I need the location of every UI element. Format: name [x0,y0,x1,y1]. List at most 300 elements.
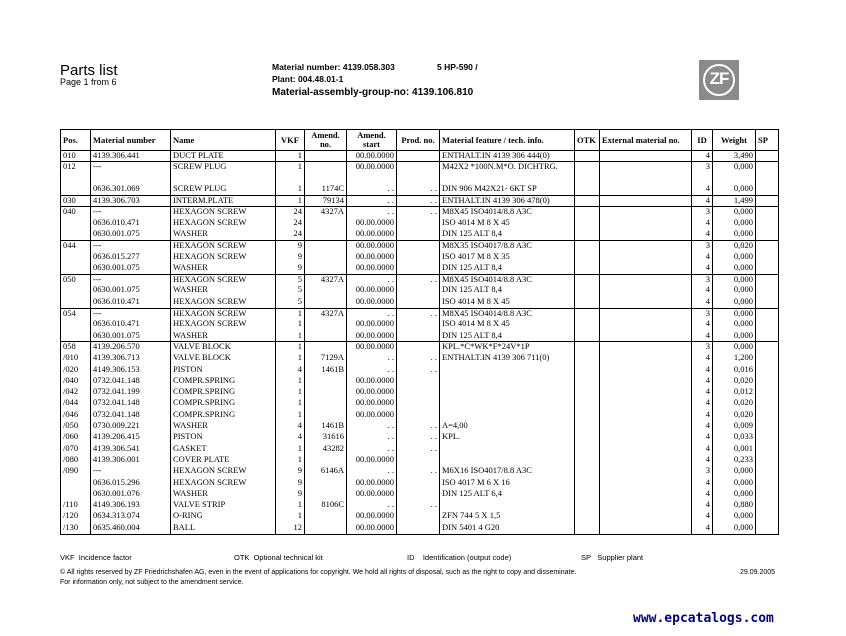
material-number-cell: 4139.206.570 [91,342,171,353]
amend-no-cell: 79134 [305,195,347,206]
vkf-cell: 9 [276,466,305,477]
pos-cell [61,319,91,330]
amend-start-cell: 00.00.0000 [347,229,397,240]
amend-no-cell [305,455,347,466]
table-row [61,444,779,455]
amend-start-cell: 00.00.0000 [347,319,397,330]
feature-cell [440,398,575,409]
pos-cell: /120 [61,511,91,522]
pos-cell [61,297,91,308]
legend-code: VKF [60,553,75,562]
amend-no-cell [305,162,347,184]
feature-cell [440,455,575,466]
name-cell: COMPR.SPRING [171,387,276,398]
feature-cell: A=4,00 [440,421,575,432]
amend-start-cell: 00.00.0000 [347,455,397,466]
amend-no-cell [305,151,347,162]
table-row [61,466,779,477]
otk-cell [575,410,600,421]
sp-cell [756,206,779,217]
name-cell: HEXAGON SCREW [171,206,276,217]
id-cell: 3 [692,274,713,285]
external-material-cell [600,319,692,330]
external-material-cell [600,432,692,443]
feature-cell: DIN 125 ALT 8,4 [440,229,575,240]
zf-logo [699,60,739,100]
prod-no-cell: . . [397,195,440,206]
otk-cell [575,511,600,522]
vkf-cell: 9 [276,263,305,274]
feature-cell [440,387,575,398]
amend-no-cell: 7129A [305,353,347,364]
otk-cell [575,218,600,229]
material-number-cell: 0732.041.199 [91,387,171,398]
otk-cell [575,297,600,308]
vkf-cell: 1 [276,151,305,162]
weight-cell: 0,020 [713,240,756,251]
material-number-cell: 4139.306.001 [91,455,171,466]
weight-cell: 0,000 [713,489,756,500]
otk-cell [575,319,600,330]
sp-cell [756,229,779,240]
id-cell: 4 [692,151,713,162]
table-row [61,263,779,274]
pos-cell: 012 [61,162,91,184]
table-row [61,353,779,364]
name-cell: GASKET [171,444,276,455]
table-row [61,184,779,195]
material-number-cell: 4139.206.415 [91,432,171,443]
sp-cell [756,478,779,489]
feature-cell: ISO 4014 M 8 X 45 [440,297,575,308]
amend-no-cell [305,387,347,398]
table-row [61,365,779,376]
table-row [61,252,779,263]
name-cell: PISTON [171,432,276,443]
amend-start-cell: 00.00.0000 [347,162,397,184]
table-header-row [61,130,779,151]
pos-cell: /020 [61,365,91,376]
feature-cell [440,410,575,421]
pos-cell [61,478,91,489]
prod-no-cell: . . [397,365,440,376]
pos-cell: 054 [61,308,91,319]
sp-cell [756,308,779,319]
pos-cell: /080 [61,455,91,466]
otk-cell [575,466,600,477]
weight-cell: 0,000 [713,297,756,308]
amend-start-cell: 00.00.0000 [347,376,397,387]
feature-cell: KPL. [440,432,575,443]
external-material-cell [600,240,692,251]
name-cell: COMPR.SPRING [171,376,276,387]
table-row [61,376,779,387]
name-cell: HEXAGON SCREW [171,240,276,251]
otk-cell [575,455,600,466]
material-number-cell: --- [91,466,171,477]
col-header: Pos. [61,130,91,151]
weight-cell: 0,000 [713,184,756,195]
name-cell: INTERM.PLATE [171,195,276,206]
prod-no-cell: . . [397,308,440,319]
sp-cell [756,195,779,206]
amend-no-cell: 1461B [305,365,347,376]
feature-cell: ENTHALT.IN 4139 306 478(0) [440,195,575,206]
vkf-cell: 1 [276,308,305,319]
external-material-cell [600,421,692,432]
id-cell: 4 [692,365,713,376]
amend-no-cell [305,478,347,489]
amend-start-cell: 00.00.0000 [347,387,397,398]
amend-start-cell: . . [347,195,397,206]
material-number-cell: 4139.306.541 [91,444,171,455]
table-row [61,285,779,296]
sp-cell [756,342,779,353]
vkf-cell: 5 [276,285,305,296]
id-cell: 4 [692,319,713,330]
weight-cell: 0,000 [713,274,756,285]
otk-cell [575,444,600,455]
amend-start-cell: 00.00.0000 [347,489,397,500]
weight-cell: 0,000 [713,511,756,522]
pos-cell: 010 [61,151,91,162]
id-cell: 4 [692,410,713,421]
feature-cell [440,376,575,387]
name-cell: WASHER [171,229,276,240]
otk-cell [575,478,600,489]
table-row [61,151,779,162]
amend-no-cell [305,252,347,263]
amend-start-cell: 00.00.0000 [347,523,397,534]
vkf-cell: 1 [276,353,305,364]
external-material-cell [600,252,692,263]
col-header: VKF [276,130,305,151]
prod-no-cell [397,511,440,522]
prod-no-cell [397,455,440,466]
amend-no-cell [305,218,347,229]
pos-cell: /070 [61,444,91,455]
id-cell: 4 [692,523,713,534]
table-row [61,455,779,466]
feature-cell: M8X45 ISO4014/8.8 A3C [440,308,575,319]
sp-cell [756,398,779,409]
table-row [61,308,779,319]
assembly-group-number: Material-assembly-group-no: 4139.106.810 [272,87,474,98]
amend-start-cell: . . [347,500,397,511]
amend-start-cell: 00.00.0000 [347,297,397,308]
sp-cell [756,331,779,342]
prod-no-cell: . . [397,432,440,443]
weight-cell: 0,000 [713,308,756,319]
prod-no-cell [397,285,440,296]
legend-vkf [60,553,132,562]
id-cell: 4 [692,353,713,364]
pos-cell: 058 [61,342,91,353]
material-number-cell: 0636.010.471 [91,297,171,308]
sp-cell [756,319,779,330]
material-number-cell: 0636.010.471 [91,319,171,330]
feature-cell: ENTHALT.IN 4139 306 711(0) [440,353,575,364]
otk-cell [575,240,600,251]
otk-cell [575,195,600,206]
amend-no-cell [305,511,347,522]
material-number-cell: 0630.001.075 [91,229,171,240]
sp-cell [756,455,779,466]
table-row [61,274,779,285]
external-material-cell [600,398,692,409]
material-number-cell: 0732.041.148 [91,398,171,409]
material-number-cell: 0730.009.221 [91,421,171,432]
weight-cell: 0,000 [713,319,756,330]
name-cell: DUCT PLATE [171,151,276,162]
material-number-cell: 4149.306.153 [91,365,171,376]
external-material-cell [600,218,692,229]
otk-cell [575,263,600,274]
sp-cell [756,353,779,364]
name-cell: HEXAGON SCREW [171,478,276,489]
sp-cell [756,466,779,477]
sp-cell [756,285,779,296]
table-row [61,410,779,421]
vkf-cell: 1 [276,455,305,466]
weight-cell: 1,200 [713,353,756,364]
id-cell: 4 [692,252,713,263]
watermark: www.epcatalogs.com [633,611,774,626]
id-cell: 4 [692,421,713,432]
id-cell: 4 [692,455,713,466]
name-cell: WASHER [171,263,276,274]
amend-no-cell [305,523,347,534]
amend-start-cell: 00.00.0000 [347,218,397,229]
table-row [61,387,779,398]
otk-cell [575,342,600,353]
page-title: Parts list [60,62,118,79]
weight-cell: 0,020 [713,398,756,409]
weight-cell: 0,012 [713,387,756,398]
col-header: Material number [91,130,171,151]
info-notice: For information only, not subject to the amendment service. [60,579,244,586]
amend-no-cell [305,410,347,421]
otk-cell [575,151,600,162]
prod-no-cell [397,410,440,421]
table-row [61,331,779,342]
legend-code: ID [407,553,415,562]
material-number-cell: --- [91,240,171,251]
sp-cell [756,511,779,522]
prod-no-cell: . . [397,421,440,432]
otk-cell [575,432,600,443]
weight-cell: 0,000 [713,342,756,353]
table-row [61,523,779,534]
feature-cell [440,444,575,455]
id-cell: 4 [692,444,713,455]
feature-cell: DIN 5401 4 G20 [440,523,575,534]
prod-no-cell [397,229,440,240]
col-header: Amend. no. [305,130,347,151]
pos-cell [61,263,91,274]
weight-cell: 3,490 [713,151,756,162]
name-cell: WASHER [171,331,276,342]
otk-cell [575,421,600,432]
weight-cell: 0,880 [713,500,756,511]
prod-no-cell [397,398,440,409]
table-row [61,421,779,432]
otk-cell [575,162,600,184]
amend-start-cell: 00.00.0000 [347,331,397,342]
col-header: ID [692,130,713,151]
weight-cell: 1,499 [713,195,756,206]
feature-cell: DIN 906 M42X21- 6KT SP [440,184,575,195]
amend-no-cell [305,376,347,387]
name-cell: WASHER [171,489,276,500]
vkf-cell: 5 [276,297,305,308]
name-cell: BALL [171,523,276,534]
weight-cell: 0,000 [713,218,756,229]
pos-cell [61,489,91,500]
legend-text: Optional technical kit [253,553,323,562]
plant-number: Plant: 004.48.01-1 [272,74,344,84]
name-cell: HEXAGON SCREW [171,218,276,229]
material-number-cell: 0630.001.076 [91,489,171,500]
prod-no-cell [397,319,440,330]
vkf-cell: 1 [276,500,305,511]
prod-no-cell [397,376,440,387]
vkf-cell: 1 [276,376,305,387]
name-cell: COVER PLATE [171,455,276,466]
amend-no-cell: 4327A [305,308,347,319]
name-cell: HEXAGON SCREW [171,297,276,308]
amend-start-cell: 00.00.0000 [347,285,397,296]
material-number-cell: 4139.306.713 [91,353,171,364]
id-cell: 4 [692,285,713,296]
external-material-cell [600,478,692,489]
material-number-cell: 0636.301.069 [91,184,171,195]
id-cell: 4 [692,376,713,387]
name-cell: HEXAGON SCREW [171,274,276,285]
pos-cell [61,229,91,240]
vkf-cell: 1 [276,387,305,398]
table-row [61,478,779,489]
otk-cell [575,331,600,342]
id-cell: 3 [692,466,713,477]
weight-cell: 0,020 [713,376,756,387]
external-material-cell [600,285,692,296]
vkf-cell: 5 [276,274,305,285]
weight-cell: 0,000 [713,263,756,274]
otk-cell [575,376,600,387]
model-code: 5 HP-590 / [437,62,478,72]
feature-cell: KPL.*C*WK*F*24V*1P [440,342,575,353]
logo-text: ZF [709,69,729,88]
amend-start-cell: 00.00.0000 [347,342,397,353]
pos-cell [61,252,91,263]
material-number-cell: 0635.460.004 [91,523,171,534]
feature-cell: M8X45 ISO4014/8.8 A3C [440,274,575,285]
prod-no-cell: . . [397,353,440,364]
vkf-cell: 9 [276,478,305,489]
amend-start-cell: . . [347,308,397,319]
vkf-cell: 9 [276,240,305,251]
legend-otk [234,553,323,562]
feature-cell: ZFN 744 5 X 1,5 [440,511,575,522]
external-material-cell [600,342,692,353]
amend-no-cell: 31616 [305,432,347,443]
amend-no-cell [305,263,347,274]
external-material-cell [600,455,692,466]
amend-no-cell [305,297,347,308]
table-row [61,240,779,251]
name-cell: SCREW PLUG [171,184,276,195]
weight-cell: 0,233 [713,455,756,466]
material-number-cell: 0732.041.148 [91,410,171,421]
legend-text: Supplier plant [597,553,644,562]
vkf-cell: 12 [276,523,305,534]
print-date: 29.09.2005 [740,569,776,576]
otk-cell [575,206,600,217]
pos-cell [61,331,91,342]
prod-no-cell [397,240,440,251]
id-cell: 4 [692,297,713,308]
prod-no-cell: . . [397,184,440,195]
external-material-cell [600,410,692,421]
sp-cell [756,489,779,500]
external-material-cell [600,274,692,285]
prod-no-cell: . . [397,466,440,477]
otk-cell [575,229,600,240]
feature-cell [440,365,575,376]
amend-no-cell: 43282 [305,444,347,455]
id-cell: 3 [692,308,713,319]
material-number-cell: 4139.306.703 [91,195,171,206]
table-row [61,319,779,330]
amend-start-cell: . . [347,206,397,217]
pos-cell: /060 [61,432,91,443]
id-cell: 4 [692,229,713,240]
amend-no-cell: 6146A [305,466,347,477]
material-number-cell: 0732.041.148 [91,376,171,387]
rights-notice: © All rights reserved by ZF Friedrichshafen AG, even in the event of applications for copyright. We hold all rights of disposal, such as the right to copy and disseminate. [60,569,577,576]
name-cell: O-RING [171,511,276,522]
id-cell: 4 [692,263,713,274]
id-cell: 3 [692,206,713,217]
external-material-cell [600,444,692,455]
table-row [61,432,779,443]
pos-cell: /044 [61,398,91,409]
weight-cell: 0,020 [713,410,756,421]
external-material-cell [600,195,692,206]
amend-no-cell [305,342,347,353]
vkf-cell: 1 [276,511,305,522]
pos-cell: 030 [61,195,91,206]
name-cell: VALVE BLOCK [171,353,276,364]
id-cell: 4 [692,387,713,398]
feature-cell: ISO 4014 M 8 X 45 [440,218,575,229]
id-cell: 3 [692,240,713,251]
feature-cell: M8X35 ISO4017/8.8 A3C [440,240,575,251]
pos-cell: 050 [61,274,91,285]
name-cell: VALVE BLOCK [171,342,276,353]
weight-cell: 0,000 [713,285,756,296]
prod-no-cell: . . [397,274,440,285]
material-number-cell: 0630.001.075 [91,285,171,296]
id-cell: 4 [692,511,713,522]
table-row [61,162,779,184]
otk-cell [575,184,600,195]
table-row [61,195,779,206]
pos-cell [61,285,91,296]
otk-cell [575,523,600,534]
weight-cell: 0,000 [713,523,756,534]
